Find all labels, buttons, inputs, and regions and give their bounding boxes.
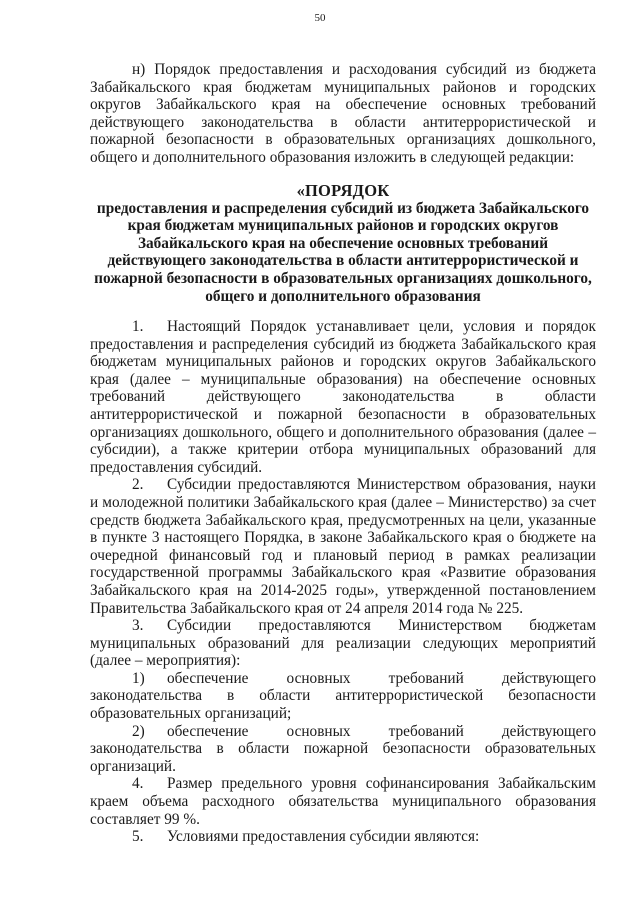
document-heading	[90, 182, 596, 305]
heading-title: «ПОРЯДОК	[296, 181, 390, 200]
list-item	[90, 318, 596, 476]
item-text: Субсидии предоставляются Министерством бюджетам муниципальных образований для реализации следующих мероприятий (далее – мероприятия):	[90, 617, 596, 670]
heading-subtitle: предоставления и распределения субсидий из бюджета Забайкальского края бюджетам муниципальных районов и городских округов Забайкальского края на обеспечение основных требований действующего законодательства в области антитеррористической и пожарной безопасности в образовательных организациях дошкольного, общего и дополнительного образования	[94, 199, 592, 305]
item-number: 1.	[132, 318, 144, 335]
item-text: Субсидии предоставляются Министерством образования, науки и молодежной политики Забайкальского края (далее – Министерство) за счет средств бюджета Забайкальского края, предусмотренных на цели, указанные в пункте 3 настоящего Порядка, в законе Забайкальского края о бюджете на очередной финансовый год и плановый период в рамках реализации государственной программы Забайкальского края «Развитие образования Забайкальского края на 2014-2025 годы», утвержденной постановлением Правительства Забайкальского края от 24 апреля 2014 года № 225.	[90, 476, 596, 617]
item-text: обеспечение основных требований действующего законодательства в области пожарной безопасности образовательных организаций.	[90, 722, 596, 775]
document-body	[90, 318, 596, 846]
intro-section	[90, 61, 596, 167]
item-number: 5.	[132, 828, 144, 846]
item-number: 1)	[132, 669, 145, 687]
list-item	[90, 775, 596, 828]
page-number: 50	[314, 12, 326, 24]
item-number: 3.	[132, 617, 144, 635]
intro-paragraph: н) Порядок предоставления и расходования субсидий из бюджета Забайкальского края бюджетам муниципальных районов и городских округов Забайкальского края на обеспечение основных требований действующего законодательства в области антитеррористической и пожарной безопасности в образовательных организациях дошкольного, общего и дополнительного образования изложить в следующей редакции:	[90, 61, 596, 166]
list-item	[90, 670, 596, 723]
item-number: 4.	[132, 775, 144, 793]
item-number: 2.	[132, 476, 144, 494]
item-text: обеспечение основных требований действующего законодательства в области антитеррористической безопасности образовательных организаций;	[90, 669, 596, 723]
list-item	[90, 828, 596, 846]
item-text: Настоящий Порядок устанавливает цели, условия и порядок предоставления и распределения субсидий из бюджета Забайкальского края бюджетам муниципальных районов и городских округов Забайкальского края (далее – муниципальные образования) на обеспечение основных требований действующего законодательства в области антитеррористической и пожарной безопасности в образовательных организациях дошкольного, общего и дополнительного образования (далее – субсидии), а также критерии отбора муниципальных образований для предоставления субсидий.	[90, 318, 596, 476]
list-item	[90, 723, 596, 776]
item-number: 2)	[132, 722, 145, 740]
item-text: Размер предельного уровня софинансирования Забайкальским краем объема расходного обязательства муниципального образования составляет 99 %.	[90, 775, 596, 828]
list-item	[90, 617, 596, 670]
list-item	[90, 476, 596, 617]
item-text: Условиями предоставления субсидии являются:	[167, 828, 480, 846]
